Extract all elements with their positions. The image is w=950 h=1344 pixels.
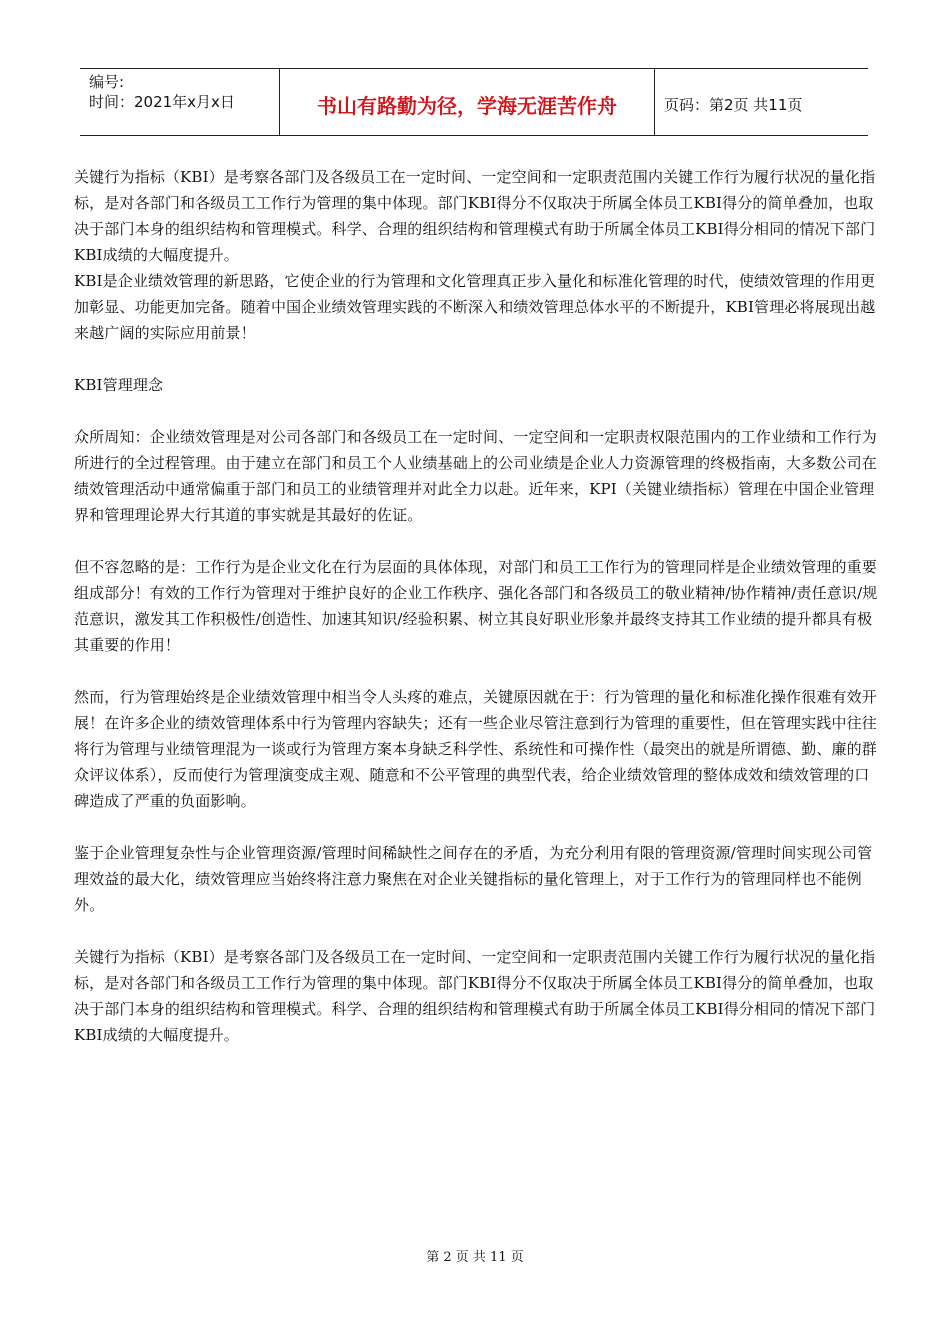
section-heading-kbi-concept: KBI管理理念 (74, 376, 164, 394)
paragraph-kbi-new-idea: KBI是企业绩效管理的新思路，它使企业的行为管理和文化管理真正步入量化和标准化管理的时代，使绩效管理的作用更加彰显、功能更加完备。随着中国企业绩效管理实践的不断深入和绩效管理总体水平的不断提升，KBI管理必将展现出越来越广阔的实际应用前景！ (74, 272, 876, 342)
paragraph-behavior-importance: 但不容忽略的是：工作行为是企业文化在行为层面的具体体现，对部门和员工工作行为的管理同样是企业绩效管理的重要组成部分！有效的工作行为管理对于维护良好的企业工作秩序、强化各部门和各级员工的敬业精神/协作精神/责任意识/规范意识，激发其工作积极性/创造性、加速其知识/经验积累、树立其良好职业形象并最终支持其工作业绩的提升都具有极其重要的作用！ (74, 558, 878, 654)
header-info-cell (80, 69, 280, 135)
document-body (74, 164, 882, 1048)
header-page-number: 页码：第2页 共11页 (664, 95, 803, 114)
paragraph-behavior-difficulty: 然而，行为管理始终是企业绩效管理中相当令人头疼的难点，关键原因就在于：行为管理的量化和标准化操作很难有效开展！在许多企业的绩效管理体系中行为管理内容缺失；还有一些企业尽管注意到行为管理的重要性，但在管理实践中往往将行为管理与业绩管理混为一谈或行为管理方案本身缺乏科学性、系统性和可操作性（最突出的就是所谓德、勤、廉的群众评议体系），反而使行为管理演变成主观、随意和不公平管理的典型代表，给企业绩效管理的整体成效和绩效管理的口碑造成了严重的负面影响。 (74, 688, 877, 810)
paragraph-management-resources: 鉴于企业管理复杂性与企业管理资源/管理时间稀缺性之间存在的矛盾，为充分利用有限的管理资源/管理时间实现公司管理效益的最大化，绩效管理应当始终将注意力聚焦在对企业关键指标的量化管理上，对于工作行为的管理同样也不能例外。 (74, 844, 873, 914)
header-motto: 书山有路勤为径，学海无涯苦作舟 (280, 69, 655, 135)
paragraph-kbi-definition-repeat: 关键行为指标（KBI）是考察各部门及各级员工在一定时间、一定空间和一定职责范围内关键工作行为履行状况的量化指标，是对各部门和各级员工工作行为管理的集中体现。部门KBI得分不仅取决于所属全体员工KBI得分的简单叠加，也取决于部门本身的组织结构和管理模式。科学、合理的组织结构和管理模式有助于所属全体员工KBI得分相同的情况下部门KBI成绩的大幅度提升。 (74, 948, 876, 1044)
document-date-label: 时间：2021年x月x日 (89, 93, 235, 111)
document-header (80, 68, 868, 136)
page-footer: 第 2 页 共 11 页 (426, 1250, 524, 1265)
paragraph-kbi-definition: 关键行为指标（KBI）是考察各部门及各级员工在一定时间、一定空间和一定职责范围内关键工作行为履行状况的量化指标，是对各部门和各级员工工作行为管理的集中体现。部门KBI得分不仅取决于所属全体员工KBI得分的简单叠加，也取决于部门本身的组织结构和管理模式。科学、合理的组织结构和管理模式有助于所属全体员工KBI得分相同的情况下部门KBI成绩的大幅度提升。 (74, 168, 876, 264)
paragraph-performance-management: 众所周知：企业绩效管理是对公司各部门和各级员工在一定时间、一定空间和一定职责权限范围内的工作业绩和工作行为所进行的全过程管理。由于建立在部门和员工个人业绩基础上的公司业绩是企业人力资源管理的终极指南，大多数公司在绩效管理活动中通常偏重于部门和员工的业绩管理并对此全力以赴。近年来，KPI（关键业绩指标）管理在中国企业管理界和管理理论界大行其道的事实就是其最好的佐证。 (74, 428, 877, 524)
document-number-label: 编号: (89, 73, 125, 91)
